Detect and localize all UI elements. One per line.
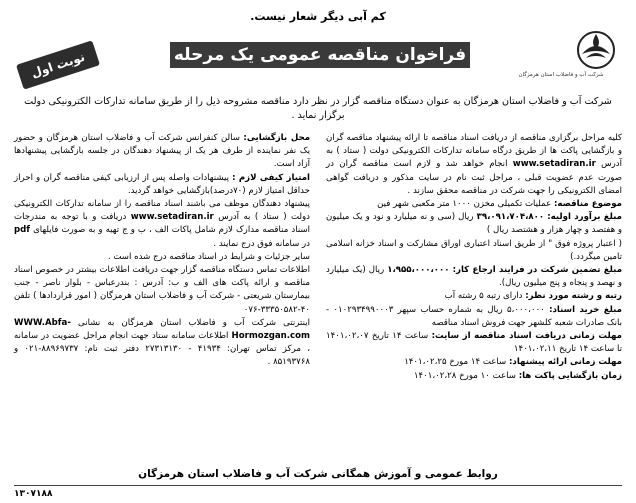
setad-url-2: www.setadiran.ir — [130, 212, 214, 223]
conference-row: محل بازگشایی: سالن کنفرانس شرکت آب و فاضلاب استان هرمزگان و حضور یک نفر نماینده از طرف هر یک از پیشنهاد دهندگان در جلسه بازگشایی پیشنهادها آزاد است. — [14, 133, 311, 170]
guarantee-row: مبلغ تضمین شرکت در فرایند ارجاع کار: ۱،۹۵۵،۰۰۰،۰۰۰ ریال (یک میلیارد و نهصد و پنجاه و پنج میلیون ریال). — [326, 265, 623, 289]
submit-row: مهلت زمانی ارائه پیشنهاد: ساعت ۱۴ مورخ ۱۴۰۱،۰۲،۲۵ — [404, 357, 622, 368]
setad-url: www.setadiran.ir — [512, 159, 596, 170]
price-row: مبلغ خرید اسناد: ۵،۰۰۰،۰۰۰ ریال به شماره حساب سپهر ۰۱۰۲۹۳۴۹۹۰۰۰۳ - بانک صادرات شعبه کلشهر جهت فروش اسناد مناقصه — [326, 304, 623, 328]
left-column — [14, 132, 310, 370]
notice-code: ۱۳۰۷۱۸۸ — [14, 489, 53, 499]
notice-title: فراخوان مناقصه عمومی یک مرحله ای — [170, 42, 470, 68]
grade-row: رتبه و رشته مورد نظر: دارای رتبه ۵ رشته آب — [444, 291, 622, 302]
right-column — [326, 132, 622, 383]
estimate-note: ( اعتبار پروژه فوق " از طریق اسناد اعتباری اوراق مشارکت و اسناد خزانه اسلامی تامین میگردد.) — [326, 238, 622, 262]
footer-divider — [14, 485, 622, 486]
contact-paragraph: اطلاعات تماس دستگاه مناقصه گزار جهت دریافت اطلاعات بیشتر در خصوص اسناد مناقصه و ارائه پاکت های الف و ب: آدرس : بندرعباس - بلوار ناصر - جنب بیمارستان شریعتی - شرکت آب و فاضلاب استان هرمزگان ( امور قراردادها ) تلفن ۴۰-۳۳۳۵۰۵۸۲-۰۷۶ — [14, 265, 310, 315]
info-row: سایر جزئیات و شرایط در اسناد مناقصه درج شده است . — [107, 251, 310, 262]
procedure-paragraph: کلیه مراحل برگزاری مناقصه از دریافت اسناد مناقصه تا ارائه پیشنهاد مناقصه گران و بازگشایی پاکت ها از طریق درگاه سامانه تدارکات الکترونیکی دولت ( ستاد ) به آدرس www.setadiran.ir انجام خواهد شد و لازم است مناقصه گران در صورت عدم عضویت قبلی ، مراحل ثبت نام در سایت مذکور و دریافت گواهی امضای الکترونیکی را جهت شرکت در مناقصه محقق سازند . — [326, 133, 623, 196]
estimate-row: مبلغ برآورد اولیه: ۳۹،۰۹۱،۷۰۴،۸۰۰ ریال (سی و نه میلیارد و نود و یک میلیون و هفتصد و چهار هزار و هشتصد ریال ) — [326, 212, 622, 236]
footer-signature: روابط عمومی و آموزش همگانی شرکت آب و فاضلاب استان هرمزگان — [138, 468, 498, 480]
slogan: کم آبی دیگر شعار نیست. — [250, 10, 386, 23]
subject-row: موضوع مناقصه: عملیات تکمیلی مخزن ۱۰۰۰ متر مکعبی شهر فین — [377, 199, 622, 210]
sale-row: مهلت زمانی دریافت اسناد مناقصه از سایت: ساعت ۱۴ تاریخ ۱۴۰۱،۰۲،۰۷ تا ساعت ۱۴ تاریخ ۱۴۰۱،۰۲،۱۱ — [326, 331, 622, 355]
intro-text: شرکت آب و فاضلاب استان هرمزگان به عنوان دستگاه مناقصه گزار در نظر دارد مناقصه مشروحه ذیل را از طریق سامانه تدارکات الکترونیکی دولت برگزار نماید . — [24, 96, 612, 121]
company-url: WWW.Abfa-Hormozgan.com — [14, 317, 310, 342]
round-badge: نوبت اول — [16, 40, 100, 89]
docs-paragraph: پیشنهاد دهندگان موظف می باشند اسناد مناقصه را از سامانه تدارکات الکترونیکی دولت ( ستاد ) به آدرس www.setadiran.ir دریافت و با توجه به مندرجات اسناد مناقصه مدارک لازم شامل پاکات الف ، ب و ج تهیه و به صورت فایلهای pdf در سامانه فوق درج نمایند . — [14, 199, 311, 249]
logo-caption: شرکت آب و فاضلاب استان هرمزگان — [518, 72, 604, 78]
website-paragraph: اینترنتی شرکت آب و فاضلاب استان هرمزگان به نشانی WWW.Abfa-Hormozgan.com اطلاعات سامانه ستاد جهت انجام مراحل عضویت در سامانه ، مرکز تماس تهران: ۴۱۹۳۴ - ۲۷۳۱۳۱۳۰ دفتر ثبت نام: ۸۸۹۶۹۷۳۷-۰۲۱ و ۸۵۱۹۳۷۶۸ . — [14, 317, 311, 368]
water-company-logo — [508, 28, 618, 72]
score-row: امتیاز کیفی لازم : پیشنهادات واصله پس از ارزیابی کیفی مناقصه گران و احراز حداقل امتیاز لازم (۷۰درصد)بازگشایی خواهد گردید. — [14, 172, 311, 196]
open-row: زمان بازگشایی پاکت ها: ساعت ۱۰ مورخ ۱۴۰۱،۰۲،۲۸ — [413, 370, 622, 381]
